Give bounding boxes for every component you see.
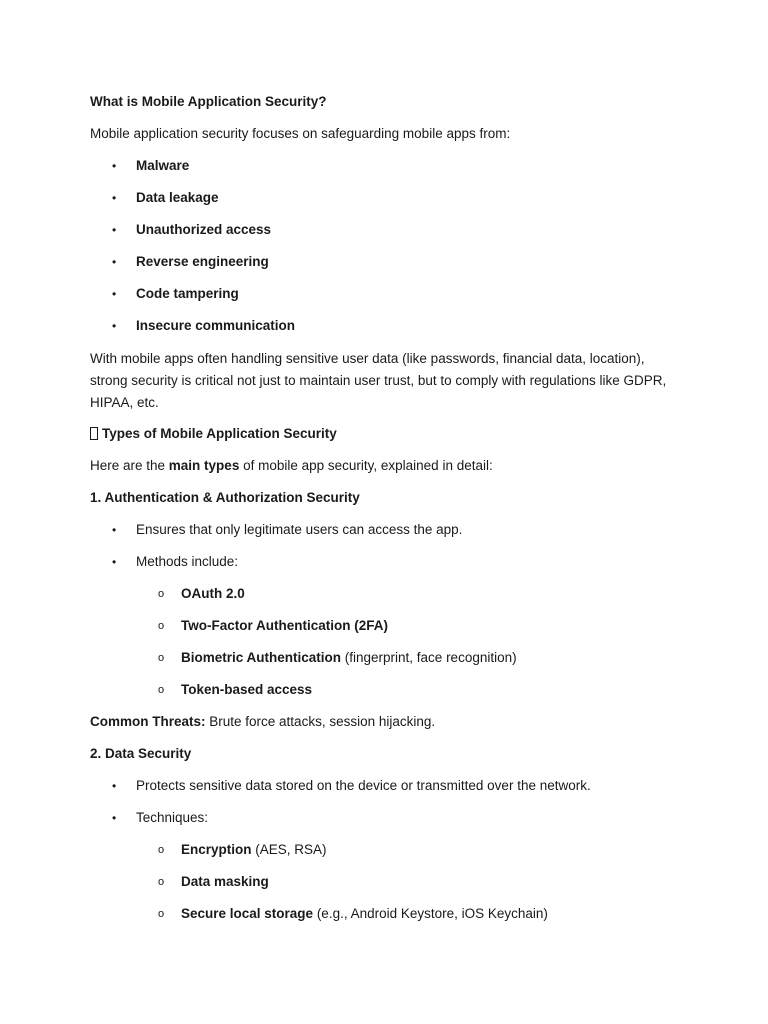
types-intro [90, 456, 493, 476]
method-name: Two-Factor Authentication (2FA) [181, 618, 388, 633]
technique-detail: (AES, RSA) [251, 842, 327, 857]
method-item [181, 584, 245, 604]
section-2-heading: 2. Data Security [90, 746, 192, 761]
technique-item [181, 904, 548, 924]
heading-intro: What is Mobile Application Security? [90, 94, 327, 109]
method-name: Biometric Authentication [181, 650, 342, 665]
heading-types-text: Types of Mobile Application Security [102, 426, 337, 441]
threat-item: Data leakage [136, 190, 219, 205]
technique-item [181, 872, 269, 892]
paragraph-user-data: With mobile apps often handling sensitive user data (like passwords, financial data, location), strong security is critical not just to maintain user trust, but to comply with regulations like GDPR, HIPAA, etc. [90, 351, 667, 410]
bullet-icon [112, 316, 120, 336]
technique-detail: (e.g., Android Keystore, iOS Keychain) [313, 906, 548, 921]
technique-name: Data masking [181, 874, 269, 889]
sub-bullet-icon [158, 584, 168, 604]
method-detail: (fingerprint, face recognition) [341, 650, 517, 665]
section-1-bullet: Methods include: [136, 554, 239, 569]
missing-glyph-icon [90, 427, 98, 440]
bullet-icon [112, 808, 120, 828]
common-threats-label: Common Threats: [90, 714, 206, 729]
common-threats-text: Brute force attacks, session hijacking. [205, 714, 436, 729]
sub-bullet-icon [158, 840, 168, 860]
bullet-icon [112, 188, 120, 208]
method-item [181, 616, 388, 636]
sub-bullet-icon [158, 904, 168, 924]
bullet-icon [112, 284, 120, 304]
sub-bullet-icon [158, 648, 168, 668]
threat-item: Malware [136, 158, 190, 173]
heading-types [90, 424, 337, 444]
bullet-icon [112, 220, 120, 240]
types-intro-after: of mobile app security, explained in detail: [239, 458, 493, 473]
method-name: OAuth 2.0 [181, 586, 245, 601]
section-2-bullet: Techniques: [136, 810, 209, 825]
method-item [181, 680, 312, 700]
method-name: Token-based access [181, 682, 313, 697]
section-2-bullet: Protects sensitive data stored on the device or transmitted over the network. [136, 778, 591, 793]
bullet-icon [112, 776, 120, 796]
section-1-heading: 1. Authentication & Authorization Security [90, 490, 360, 505]
types-intro-before: Here are the [90, 458, 169, 473]
technique-name: Secure local storage [181, 906, 314, 921]
threat-item: Unauthorized access [136, 222, 272, 237]
common-threats [90, 712, 435, 732]
types-intro-bold: main types [168, 458, 240, 473]
threat-item: Code tampering [136, 286, 239, 301]
method-item [181, 648, 517, 668]
technique-item [181, 840, 327, 860]
bullet-icon [112, 252, 120, 272]
threat-item: Insecure communication [136, 318, 296, 333]
bullet-icon [112, 520, 120, 540]
intro-text: Mobile application security focuses on safeguarding mobile apps from: [90, 126, 511, 141]
bullet-icon [112, 156, 120, 176]
sub-bullet-icon [158, 680, 168, 700]
sub-bullet-icon [158, 616, 168, 636]
bullet-icon [112, 552, 120, 572]
section-1-bullet: Ensures that only legitimate users can access the app. [136, 522, 463, 537]
threat-item: Reverse engineering [136, 254, 269, 269]
technique-name: Encryption [181, 842, 252, 857]
sub-bullet-icon [158, 872, 168, 892]
